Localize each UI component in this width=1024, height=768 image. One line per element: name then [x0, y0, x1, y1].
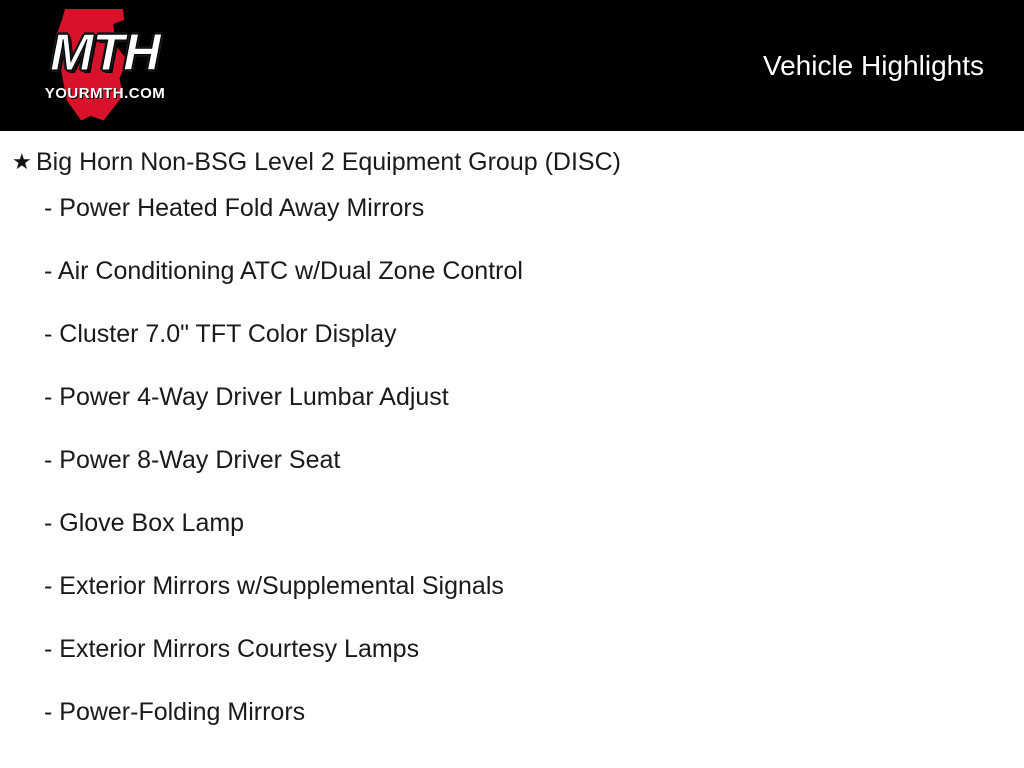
list-item: - Power-Folding Mirrors	[44, 698, 306, 726]
logo-wordmark: MTH	[50, 23, 160, 82]
list-item: - Power 8-Way Driver Seat	[44, 446, 341, 474]
page-title: Vehicle Highlights	[762, 49, 984, 81]
list-item: - Power 4-Way Driver Lumbar Adjust	[44, 383, 449, 411]
feature-group-header	[0, 147, 1024, 177]
list-item: - Air Conditioning ATC w/Dual Zone Control	[44, 257, 523, 285]
list-item: - Exterior Mirrors Courtesy Lamps	[44, 635, 420, 663]
list-item: - Exterior Mirrors w/Supplemental Signals	[44, 572, 504, 600]
list-item: - Glove Box Lamp	[44, 509, 245, 537]
list-item: - Cluster 7.0" TFT Color Display	[44, 320, 397, 348]
logo-url-text: YOURMTH.COM	[44, 84, 166, 102]
list-item: - Power Heated Fold Away Mirrors	[44, 194, 425, 222]
highlights-content	[0, 131, 1024, 727]
feature-group-title: Big Horn Non-BSG Level 2 Equipment Group (DISC)	[36, 148, 621, 176]
mth-logo[interactable]	[10, 7, 200, 125]
feature-group	[0, 131, 1024, 727]
page-header	[0, 0, 1024, 131]
star-icon: ★	[12, 149, 32, 174]
